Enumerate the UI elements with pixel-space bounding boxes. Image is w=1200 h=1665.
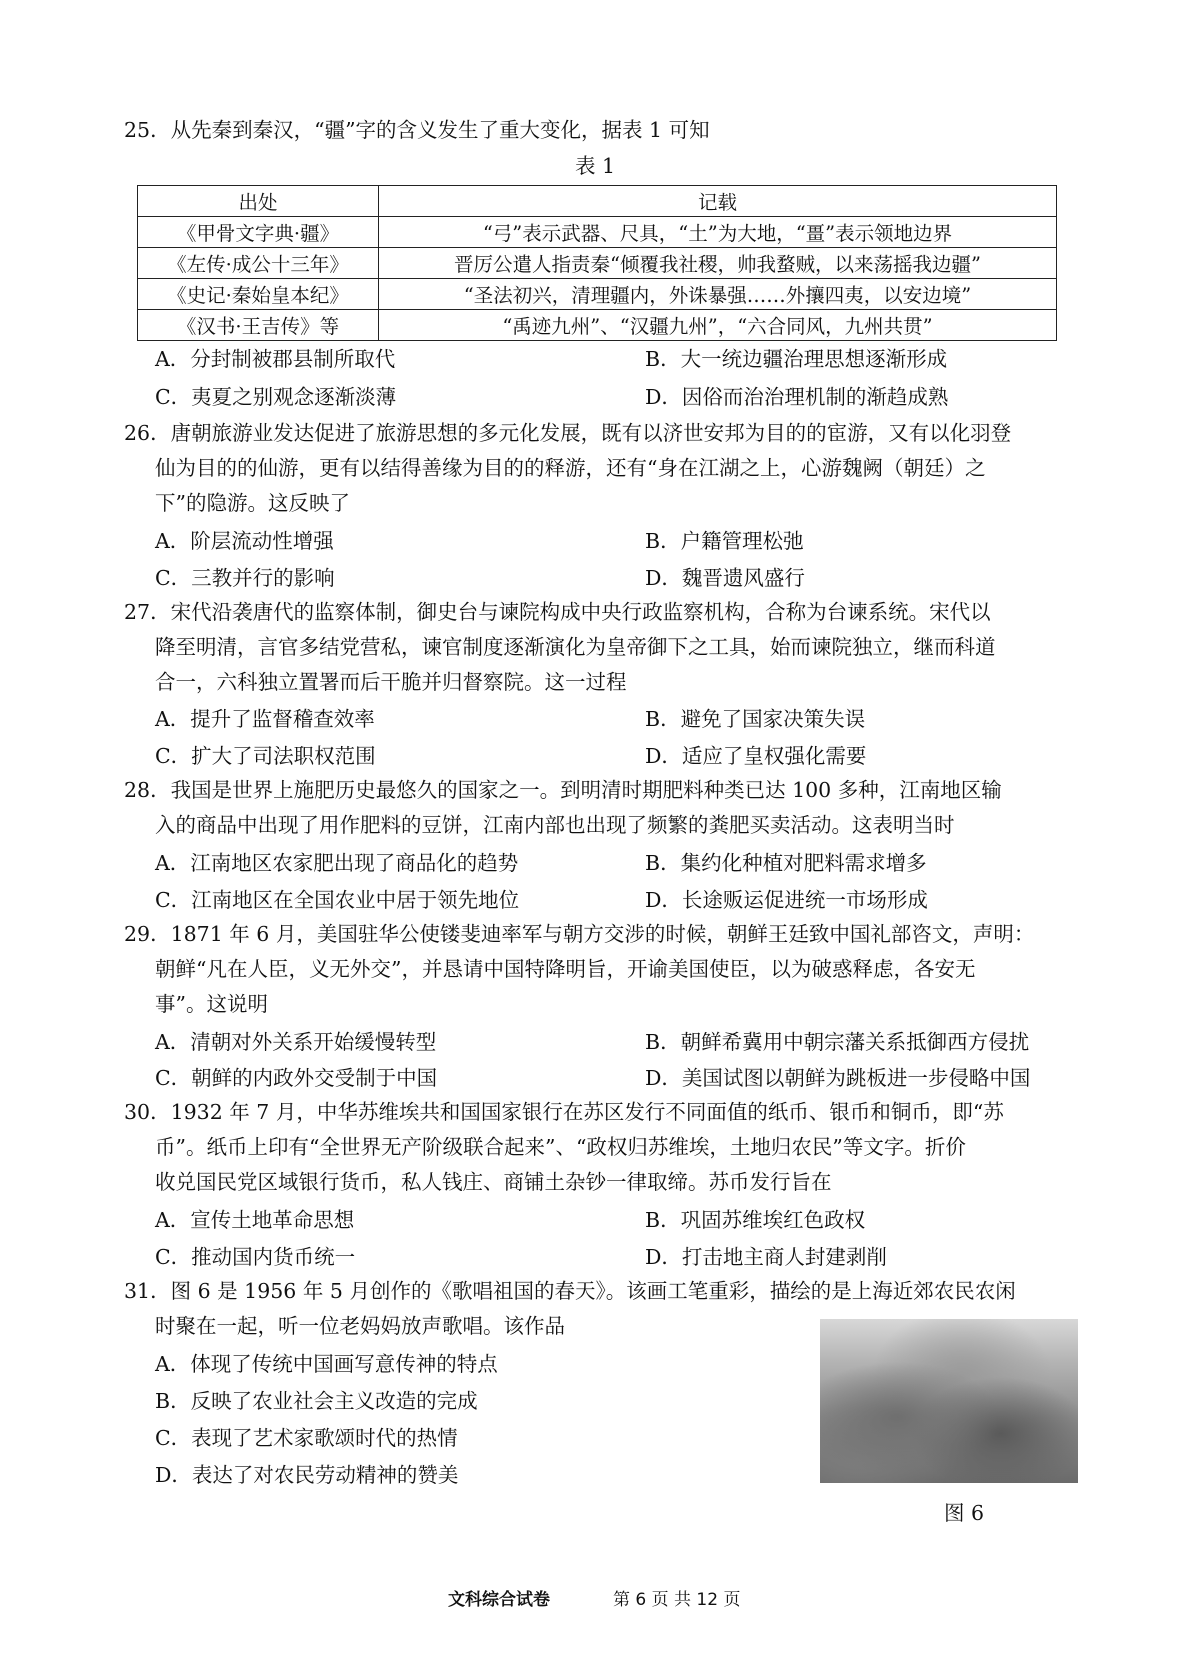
option-a[interactable]: A．分封制被郡县制所取代 [155,347,396,371]
option-d[interactable]: D．长途贩运促进统一市场形成 [645,888,928,912]
option-d[interactable]: D．因俗而治治理机制的渐趋成熟 [645,385,949,409]
q26-stem-line: 26．唐朝旅游业发达促进了旅游思想的多元化发展，既有以济世安邦为目的的宦游，又有以化羽登 [124,421,1012,445]
q31-stem-line: 时聚在一起，听一位老妈妈放声歌唱。该作品 [155,1314,565,1338]
option-d[interactable]: D．打击地主商人封建剥削 [645,1245,887,1269]
option-b[interactable]: B．巩固苏维埃红色政权 [645,1208,866,1232]
q29-stem-line: 朝鲜“凡在人臣，义无外交”，并恳请中国特降明旨，开谕美国使臣，以为破惑释虑，各安无 [155,957,976,981]
table-cell: 晋厉公遣人指责秦“倾覆我社稷，帅我蝥贼，以来荡摇我边疆” [379,248,1057,279]
figure-6-painting [820,1319,1078,1483]
table-row [138,248,1057,279]
q30-stem-line: 收兑国民党区域银行货币，私人钱庄、商铺土杂钞一律取缔。苏币发行旨在 [155,1170,832,1194]
table-cell: “圣法初兴，清理疆内，外诛暴强……外攘四夷，以安边境” [379,279,1057,310]
option-a[interactable]: A．提升了监督稽查效率 [155,707,375,731]
option-b[interactable]: B．反映了农业社会主义改造的完成 [155,1389,478,1413]
q29-stem-line: 29．1871 年 6 月，美国驻华公使镂斐迪率军与朝方交涉的时候，朝鲜王廷致中国礼部咨文，声明： [124,922,1035,946]
footer-title: 文科综合试卷 [448,1590,550,1610]
option-b[interactable]: B．朝鲜希冀用中朝宗藩关系抵御西方侵扰 [645,1030,1030,1054]
option-c[interactable]: C．表现了艺术家歌颂时代的热情 [155,1426,458,1450]
q26-stem-line: 下”的隐游。这反映了 [155,491,350,515]
table-row [138,217,1057,248]
option-c[interactable]: C．推动国内货币统一 [155,1245,356,1269]
page-number: 第 6 页 共 12 页 [613,1590,741,1610]
option-c[interactable]: C．三教并行的影响 [155,566,335,590]
table-row [138,279,1057,310]
table-cell: 《左传·成公十三年》 [138,248,379,279]
q28-stem-line: 28．我国是世界上施肥历史最悠久的国家之一。到明清时期肥料种类已达 100 多种，江南地区输 [124,778,1002,802]
table-cell: 《甲骨文字典·疆》 [138,217,379,248]
q28-stem-line: 入的商品中出现了用作肥料的豆饼，江南内部也出现了频繁的粪肥买卖活动。这表明当时 [155,813,955,837]
option-c[interactable]: C．朝鲜的内政外交受制于中国 [155,1066,438,1090]
table-cell: “禹迹九州”、“汉疆九州”，“六合同风，九州共贯” [379,310,1057,341]
q27-stem-line: 27．宋代沿袭唐代的监察体制，御史台与谏院构成中央行政监察机构，合称为台谏系统。宋代以 [124,600,991,624]
q26-stem-line: 仙为目的的仙游，更有以结得善缘为目的的释游，还有“身在江湖之上，心游魏阙（朝廷）之 [155,456,986,480]
table-row [138,310,1057,341]
q27-stem-line: 降至明清，言官多结党营私，谏官制度逐渐演化为皇帝御下之工具，始而谏院独立，继而科道 [155,635,996,659]
table-cell: 《汉书·王吉传》等 [138,310,379,341]
q25-stem: 25．从先秦到秦汉，“疆”字的含义发生了重大变化，据表 1 可知 [124,118,710,142]
table-header: 出处 [138,186,379,217]
q30-stem-line: 币”。纸币上印有“全世界无产阶级联合起来”、“政权归苏维埃，土地归农民”等文字。折价 [155,1135,966,1159]
option-c[interactable]: C．扩大了司法职权范围 [155,744,376,768]
option-a[interactable]: A．清朝对外关系开始缓慢转型 [155,1030,437,1054]
option-c[interactable]: C．江南地区在全国农业中居于领先地位 [155,888,520,912]
option-d[interactable]: D．美国试图以朝鲜为跳板进一步侵略中国 [645,1066,1031,1090]
q31-stem-line: 31．图 6 是 1956 年 5 月创作的《歌唱祖国的春天》。该画工笔重彩，描绘的是上海近郊农民农闲 [124,1279,1016,1303]
option-c[interactable]: C．夷夏之别观念逐渐淡薄 [155,385,397,409]
table-header: 记载 [379,186,1057,217]
option-d[interactable]: D．适应了皇权强化需要 [645,744,867,768]
option-b[interactable]: B．户籍管理松弛 [645,529,804,553]
option-b[interactable]: B．避免了国家决策失误 [645,707,866,731]
q29-stem-line: 事”。这说明 [155,992,268,1016]
table-cell: 《史记·秦始皇本纪》 [138,279,379,310]
option-a[interactable]: A．宣传土地革命思想 [155,1208,355,1232]
option-a[interactable]: A．体现了传统中国画写意传神的特点 [155,1352,498,1376]
option-d[interactable]: D．表达了对农民劳动精神的赞美 [155,1463,459,1487]
option-b[interactable]: B．集约化种植对肥料需求增多 [645,851,927,875]
table-cell: “弓”表示武器、尺具，“土”为大地，“畺”表示领地边界 [379,217,1057,248]
option-b[interactable]: B．大一统边疆治理思想逐渐形成 [645,347,948,371]
q27-stem-line: 合一，六科独立置署而后干脆并归督察院。这一过程 [155,670,627,694]
option-a[interactable]: A．江南地区农家肥出现了商品化的趋势 [155,851,519,875]
figure-caption: 图 6 [944,1501,985,1525]
table-header-row [138,186,1057,217]
table-1 [137,185,1057,341]
option-a[interactable]: A．阶层流动性增强 [155,529,334,553]
option-d[interactable]: D．魏晋遗风盛行 [645,566,805,590]
table-caption: 表 1 [575,154,616,178]
q30-stem-line: 30．1932 年 7 月，中华苏维埃共和国国家银行在苏区发行不同面值的纸币、银币和铜币，即“苏 [124,1100,1004,1124]
